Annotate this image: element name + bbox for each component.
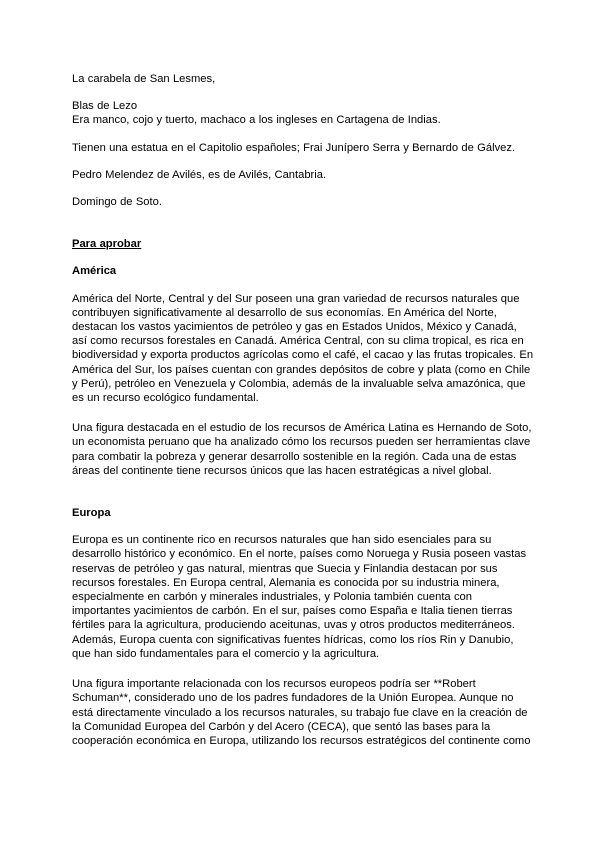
text-line: fértiles para la agricultura, produciendo aceitunas, uvas y otros productos mediterráneos. [72, 619, 515, 632]
america-heading: América [72, 265, 117, 278]
text-line: Una figura destacada en el estudio de los recursos de América Latina es Hernando de Soto, [72, 422, 532, 435]
text-line: cooperación económica en Europa, utilizando los recursos estratégicos del continente como [72, 734, 531, 747]
text-line: y Perú), petróleo en Venezuela y Colombia, además de la invaluable selva amazónica, que [72, 377, 526, 390]
section-title: Para aprobar [72, 238, 142, 251]
text-line: Schuman**, considerado uno de los padres fundadores de la Unión Europea. Aunque no [72, 692, 514, 705]
text-line: biodiversidad y exporta productos agrícolas como el café, el cacao y las frutas tropicales. En [72, 349, 534, 362]
text-line: contribuyen significativamente al desarrollo de sus economías. En América del Norte, [72, 306, 497, 319]
text-line: destacan los vastos yacimientos de petróleo y gas en Estados Unidos, México y Canadá, [72, 321, 517, 334]
text-line: recursos forestales. En Europa central, Alemania es conocida por su industria minera, [72, 576, 500, 589]
text-line: así como recursos forestales en Canadá. América Central, con su clima tropical, es rica en [72, 335, 524, 348]
america-paragraph-1 [72, 292, 534, 406]
text-line: que han sido fundamentales para el comercio y la agricultura. [72, 647, 380, 660]
text-line: reservas de petróleo y gas natural, mientras que Suecia y Finlandia destacan por sus [72, 562, 498, 575]
text-line: América del Norte, Central y del Sur poseen una gran variedad de recursos naturales que [72, 292, 520, 305]
note-domingo: Domingo de Soto. [72, 196, 162, 209]
text-line: América del Sur, los países cuentan con grandes depósitos de cobre y plata (como en Chile [72, 363, 531, 376]
text-line: para combatir la pobreza y generar desarrollo sostenible en la región. Cada una de estas [72, 450, 517, 463]
text-line: Europa es un continente rico en recursos naturales que han sido esenciales para su [72, 534, 492, 547]
document-body [72, 72, 534, 748]
note-blas-desc: Era manco, cojo y tuerto, machaco a los ingleses en Cartagena de Indias. [72, 114, 441, 127]
text-line: un economista peruano que ha analizado cómo los recursos pueden ser herramientas clave [72, 436, 531, 449]
america-paragraph-2 [72, 421, 534, 478]
europa-paragraph-2 [72, 677, 534, 748]
text-line: es un recurso ecológico fundamental. [72, 392, 259, 405]
text-line: está directamente vinculado a los recursos naturales, su trabajo fue clave en la creación de [72, 706, 528, 719]
europa-paragraph-1 [72, 533, 534, 661]
text-line: Una figura importante relacionada con los recursos europeos podría ser **Robert [72, 678, 476, 691]
europa-heading: Europa [72, 507, 111, 520]
text-line: importantes yacimientos de carbón. En el sur, países como España e Italia tienen tierras [72, 605, 513, 618]
text-line: especialmente en carbón y minerales industriales, y Polonia también cuenta con [72, 591, 473, 604]
note-estatua: Tienen una estatua en el Capitolio españoles; Frai Junípero Serra y Bernardo de Gálvez. [72, 141, 516, 154]
note-blas-name: Blas de Lezo [72, 100, 138, 113]
note-pedro: Pedro Melendez de Avilés, es de Avilés, Cantabria. [72, 168, 327, 181]
text-line: la Comunidad Europea del Carbón y del Acero (CECA), que sentó las bases para la [72, 720, 491, 733]
text-line: áreas del continente tiene recursos únicos que las hacen estratégicas a nivel global. [72, 464, 492, 477]
note-carabela: La carabela de San Lesmes, [72, 73, 216, 85]
text-line: desarrollo histórico y económico. En el norte, países como Noruega y Rusia poseen vastas [72, 548, 527, 561]
text-line: Además, Europa cuenta con significativas fuentes hídricas, como los ríos Rin y Danubio, [72, 633, 514, 646]
